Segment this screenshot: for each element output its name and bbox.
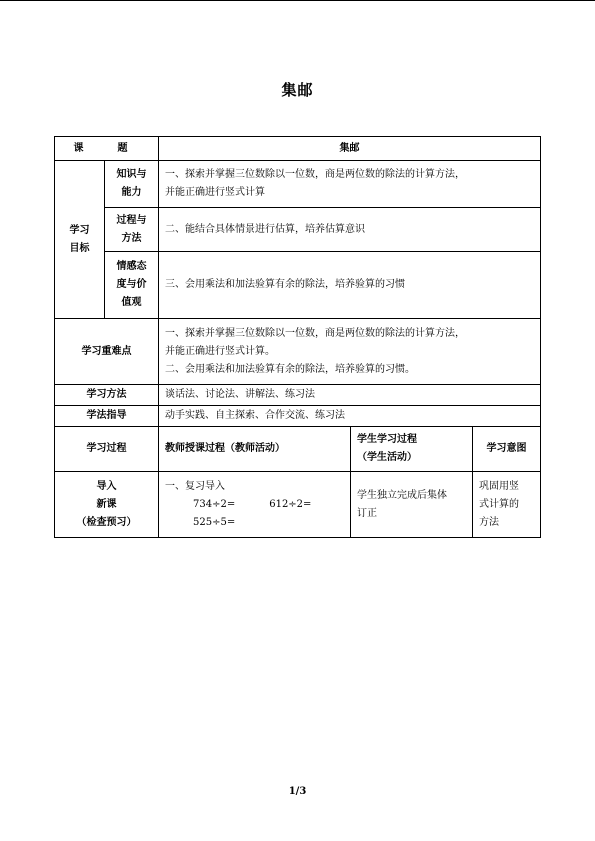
objective-text-3: 三、会用乘法和加法验算有余的除法，培养验算的习惯 — [159, 252, 541, 319]
objective-category-2-line2: 方法 — [121, 232, 142, 244]
process-col-student-header — [351, 427, 473, 472]
student-activity-line1: 学生独立完成后集体 — [357, 489, 447, 501]
page-number: 1/3 — [288, 786, 307, 797]
calc-item-2: 612÷2= — [269, 498, 312, 510]
objective-category-3-line2: 度与价 — [116, 279, 147, 290]
objective-category-1 — [105, 161, 159, 208]
objective-category-3-line3: 值观 — [121, 297, 142, 308]
topic-label: 课 题 — [55, 137, 159, 161]
objective-category-3 — [105, 252, 159, 319]
objective-text-1-line1: 一、探索并掌握三位数除以一位数，商是两位数的除法的计算方法， — [165, 169, 465, 180]
student-activity-line2: 订正 — [357, 507, 377, 519]
process-col-teacher-header: 教师授课过程（教师活动） — [159, 427, 351, 472]
methods-value: 谈话法、讨论法、讲解法、练习法 — [159, 385, 541, 406]
objective-category-3-line1: 情感态 — [116, 261, 147, 272]
process-col-intent-header: 学习意图 — [473, 427, 541, 472]
process-teacher-activity — [159, 472, 351, 538]
process-intent — [473, 472, 541, 538]
methods-label: 学习方法 — [55, 385, 159, 406]
objective-text-1-line2: 并能正确进行竖式计算 — [165, 187, 265, 198]
objective-text-1 — [159, 161, 541, 208]
process-row — [55, 472, 541, 538]
calc-item-3: 525÷5= — [193, 516, 236, 528]
calc-line-1 — [165, 496, 346, 514]
process-stage — [55, 472, 159, 538]
process-stage-line3: （检查预习） — [76, 516, 137, 528]
key-points-label: 学习重难点 — [55, 319, 159, 385]
key-points-row — [55, 319, 541, 385]
objectives-label-line1: 学习 — [69, 224, 90, 236]
key-points-line3: 二、会用乘法和加法验算有余的除法，培养验算的习惯。 — [165, 363, 415, 375]
objective-category-2 — [105, 208, 159, 252]
key-points-line1: 一、探索并掌握三位数除以一位数，商是两位数的除法的计算方法， — [165, 327, 465, 339]
objectives-label — [55, 161, 105, 319]
calc-line-2 — [165, 514, 346, 532]
process-col-stage-header: 学习过程 — [55, 427, 159, 472]
topic-value: 集邮 — [159, 137, 541, 161]
student-header-line1: 学生学习过程 — [357, 434, 417, 445]
student-header-line2: （学生活动） — [357, 452, 417, 463]
document-title: 集邮 — [281, 81, 314, 99]
key-points-line2: 并能正确进行竖式计算。 — [165, 345, 275, 357]
key-points-text — [159, 319, 541, 385]
guidance-value: 动手实践、自主探索、合作交流、练习法 — [159, 406, 541, 427]
objective-row-1 — [55, 161, 541, 208]
objective-category-1-line2: 能力 — [121, 187, 142, 198]
topic-row — [55, 137, 541, 161]
intent-line3: 方法 — [479, 516, 499, 528]
process-stage-line1: 导入 — [96, 480, 117, 492]
objective-row-3 — [55, 252, 541, 319]
intent-line2: 式计算的 — [479, 498, 519, 510]
top-rule — [0, 0, 595, 1]
objective-category-1-line1: 知识与 — [116, 169, 147, 180]
process-stage-line2: 新课 — [96, 498, 117, 510]
process-student-activity — [351, 472, 473, 538]
calc-item-1: 734÷2= — [193, 498, 236, 510]
objective-text-2: 二、能结合具体情景进行估算，培养估算意识 — [159, 208, 541, 252]
objective-row-2 — [55, 208, 541, 252]
process-header-row — [55, 427, 541, 472]
guidance-row — [55, 406, 541, 427]
guidance-label: 学法指导 — [55, 406, 159, 427]
teacher-activity-heading: 一、复习导入 — [165, 480, 225, 492]
intent-line1: 巩固用竖 — [479, 480, 519, 492]
objective-category-2-line1: 过程与 — [116, 214, 147, 226]
objectives-label-line2: 目标 — [69, 242, 90, 254]
lesson-plan-table — [54, 136, 541, 538]
methods-row — [55, 385, 541, 406]
